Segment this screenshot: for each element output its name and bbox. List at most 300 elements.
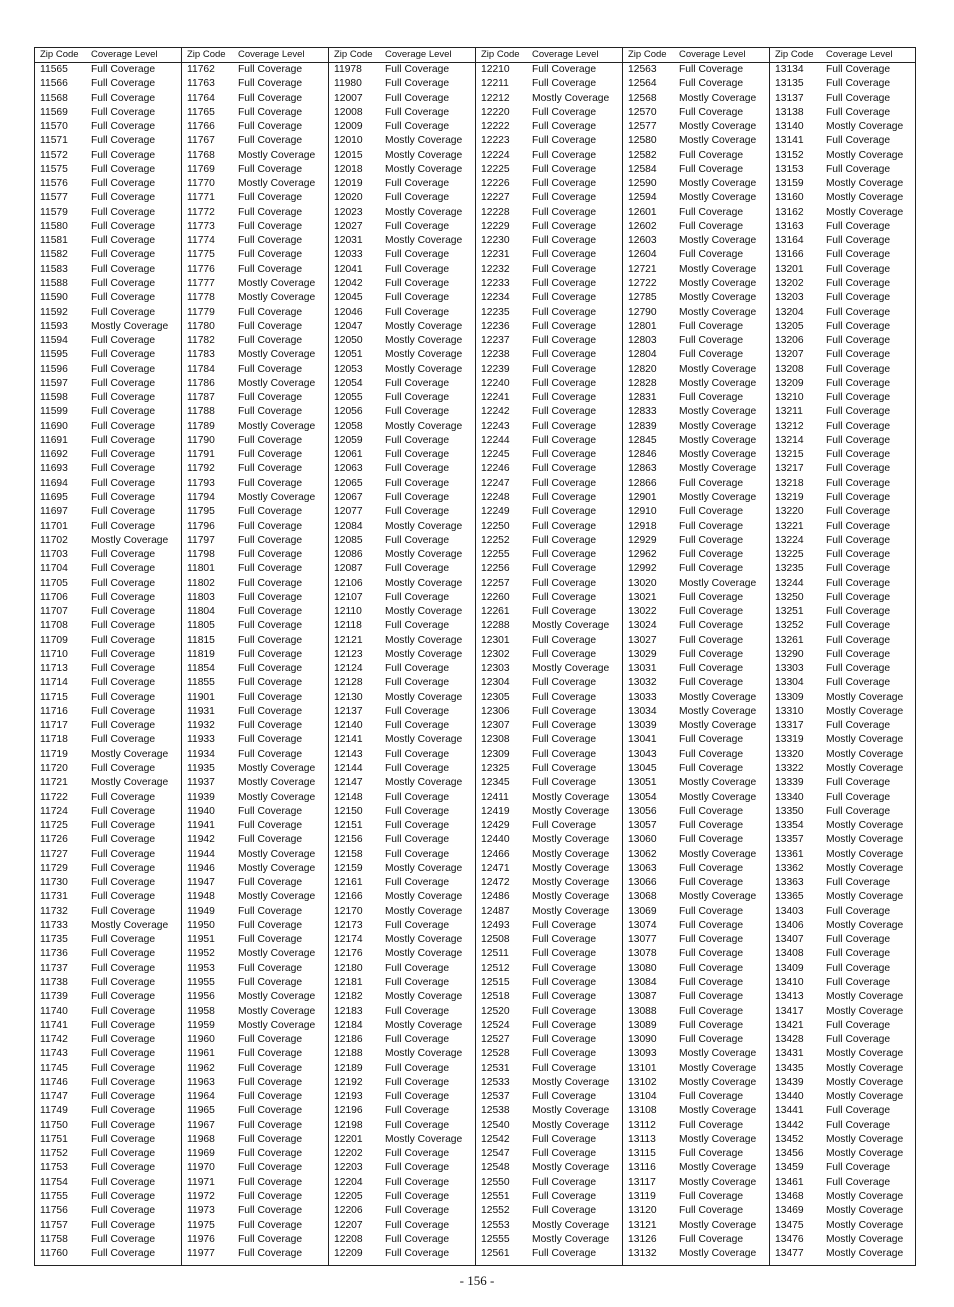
table-row <box>770 562 915 576</box>
zip-code-cell: 12137 <box>334 705 363 717</box>
coverage-level-cell: Full Coverage <box>532 1005 597 1017</box>
table-row <box>329 719 475 733</box>
table-row <box>770 805 915 819</box>
coverage-table-column <box>475 47 622 1266</box>
zip-code-cell: 13219 <box>775 491 804 503</box>
table-row <box>35 377 181 391</box>
table-row <box>329 890 475 904</box>
table-row <box>329 1005 475 1019</box>
zip-code-cell: 12198 <box>334 1119 363 1131</box>
zip-code-cell: 11815 <box>187 634 215 646</box>
coverage-level-cell: Full Coverage <box>679 149 744 161</box>
table-row <box>182 776 328 790</box>
coverage-level-cell: Mostly Coverage <box>385 691 463 703</box>
table-row <box>329 462 475 476</box>
table-row <box>770 63 915 77</box>
zip-code-cell: 13120 <box>628 1205 657 1217</box>
zip-code-cell: 13235 <box>775 563 804 575</box>
table-row <box>182 733 328 747</box>
table-row <box>35 791 181 805</box>
table-row <box>35 919 181 933</box>
zip-code-cell: 12257 <box>481 577 510 589</box>
coverage-level-cell: Full Coverage <box>826 249 891 261</box>
coverage-level-cell: Mostly Coverage <box>679 891 757 903</box>
table-row <box>35 1062 181 1076</box>
zip-code-cell: 13022 <box>628 606 657 618</box>
table-row <box>35 1176 181 1190</box>
zip-code-cell: 11579 <box>40 206 68 218</box>
zip-code-cell: 11751 <box>40 1133 68 1145</box>
table-row <box>35 163 181 177</box>
coverage-level-cell: Full Coverage <box>532 320 597 332</box>
table-row <box>182 320 328 334</box>
table-row <box>329 1019 475 1033</box>
zip-code-cell: 13220 <box>775 506 804 518</box>
zip-code-cell: 11565 <box>40 64 68 75</box>
table-row <box>623 191 769 205</box>
table-row <box>182 491 328 505</box>
zip-code-cell: 11596 <box>40 363 68 375</box>
table-row <box>623 1204 769 1218</box>
table-row <box>770 676 915 690</box>
coverage-level-cell: Mostly Coverage <box>679 292 757 304</box>
zip-code-cell: 13069 <box>628 905 657 917</box>
zip-code-cell: 11935 <box>187 763 215 775</box>
table-row <box>770 92 915 106</box>
coverage-level-cell: Mostly Coverage <box>679 263 757 275</box>
table-row <box>35 619 181 633</box>
table-row <box>770 762 915 776</box>
table-row <box>476 1219 622 1233</box>
table-row <box>182 648 328 662</box>
coverage-level-cell: Full Coverage <box>826 805 891 817</box>
zip-code-cell: 13303 <box>775 663 804 675</box>
coverage-level-cell: Full Coverage <box>679 1233 744 1245</box>
table-row <box>770 491 915 505</box>
coverage-level-cell: Full Coverage <box>238 78 303 90</box>
zip-code-cell: 11805 <box>187 620 215 632</box>
coverage-level-cell: Full Coverage <box>385 848 450 860</box>
zip-code-cell: 12845 <box>628 434 657 446</box>
zip-code-cell: 12524 <box>481 1019 510 1031</box>
zip-code-cell: 12429 <box>481 820 510 832</box>
zip-code-cell: 12564 <box>628 78 657 90</box>
zip-code-cell: 11691 <box>40 434 68 446</box>
coverage-level-cell: Mostly Coverage <box>826 820 904 832</box>
table-row <box>329 791 475 805</box>
zip-code-cell: 12009 <box>334 121 363 133</box>
zip-code-cell: 13039 <box>628 720 657 732</box>
coverage-level-cell: Full Coverage <box>91 663 156 675</box>
coverage-level-cell: Full Coverage <box>91 977 156 988</box>
zip-code-cell: 12910 <box>628 506 657 518</box>
zip-code-cell: 13214 <box>775 434 804 446</box>
zip-code-cell: 12235 <box>481 306 510 318</box>
coverage-level-cell: Mostly Coverage <box>238 791 316 803</box>
table-row <box>35 220 181 234</box>
coverage-level-cell: Full Coverage <box>91 406 156 418</box>
coverage-level-cell: Full Coverage <box>679 1019 744 1031</box>
zip-code-cell: 12528 <box>481 1048 510 1060</box>
table-row <box>329 976 475 990</box>
coverage-level-cell: Mostly Coverage <box>385 948 463 960</box>
zip-code-cell: 12303 <box>481 663 510 675</box>
coverage-level-cell: Full Coverage <box>679 1148 744 1160</box>
table-row <box>476 1176 622 1190</box>
coverage-level-cell: Full Coverage <box>532 734 597 746</box>
page-number: - 156 - <box>459 1273 495 1288</box>
coverage-level-cell: Full Coverage <box>91 848 156 860</box>
zip-code-cell: 12243 <box>481 420 510 432</box>
table-row <box>770 1033 915 1047</box>
coverage-level-cell: Full Coverage <box>679 862 744 874</box>
table-row <box>35 733 181 747</box>
zip-code-cell: 11707 <box>40 606 68 618</box>
coverage-level-cell: Full Coverage <box>91 1205 156 1217</box>
coverage-level-cell: Mostly Coverage <box>826 1076 904 1088</box>
coverage-level-cell: Full Coverage <box>385 506 450 518</box>
zip-code-cell: 13117 <box>628 1176 656 1188</box>
coverage-level-cell: Mostly Coverage <box>91 320 169 332</box>
zip-code-cell: 12224 <box>481 149 510 161</box>
coverage-level-cell: Full Coverage <box>532 977 597 988</box>
table-row <box>182 1076 328 1090</box>
coverage-level-cell: Full Coverage <box>91 1105 156 1117</box>
zip-code-cell: 13102 <box>628 1076 657 1088</box>
zip-code-cell: 11588 <box>40 277 68 289</box>
coverage-level-cell: Mostly Coverage <box>385 648 463 660</box>
coverage-level-cell: Full Coverage <box>238 977 303 988</box>
coverage-level-cell: Full Coverage <box>91 1133 156 1145</box>
coverage-level-cell: Full Coverage <box>532 64 597 75</box>
table-row <box>329 1247 475 1261</box>
coverage-level-cell: Full Coverage <box>532 934 597 946</box>
zip-code-cell: 12604 <box>628 249 657 261</box>
coverage-level-cell: Full Coverage <box>238 64 303 75</box>
zip-code-cell: 12159 <box>334 862 363 874</box>
table-row <box>35 577 181 591</box>
coverage-level-cell: Full Coverage <box>532 149 597 161</box>
zip-code-header: Zip Code <box>775 49 814 60</box>
coverage-level-cell: Full Coverage <box>532 477 597 489</box>
table-row <box>770 1062 915 1076</box>
zip-code-cell: 13090 <box>628 1034 657 1046</box>
zip-code-cell: 11975 <box>187 1219 215 1231</box>
table-row <box>476 1062 622 1076</box>
zip-code-cell: 13137 <box>775 92 804 104</box>
table-row <box>182 862 328 876</box>
table-row <box>329 505 475 519</box>
table-row <box>35 1233 181 1247</box>
zip-code-cell: 13051 <box>628 777 657 789</box>
zip-code-cell: 13210 <box>775 392 804 404</box>
coverage-level-cell: Mostly Coverage <box>532 92 610 104</box>
coverage-level-cell: Mostly Coverage <box>679 848 757 860</box>
zip-code-cell: 13132 <box>628 1248 657 1260</box>
table-row <box>182 962 328 976</box>
zip-code-cell: 12166 <box>334 891 363 903</box>
coverage-level-cell: Full Coverage <box>91 377 156 389</box>
coverage-level-cell: Full Coverage <box>238 705 303 717</box>
coverage-level-cell: Mostly Coverage <box>679 135 757 147</box>
coverage-level-cell: Full Coverage <box>532 277 597 289</box>
table-row <box>476 733 622 747</box>
table-row <box>329 391 475 405</box>
zip-code-cell: 11727 <box>40 848 68 860</box>
table-row <box>35 320 181 334</box>
table-row <box>623 77 769 91</box>
coverage-level-cell: Full Coverage <box>826 905 891 917</box>
coverage-level-cell: Full Coverage <box>385 591 450 603</box>
coverage-level-cell: Full Coverage <box>679 620 744 632</box>
table-row <box>770 919 915 933</box>
coverage-level-cell: Full Coverage <box>385 477 450 489</box>
zip-code-cell: 13045 <box>628 763 657 775</box>
zip-code-cell: 11701 <box>40 520 68 532</box>
table-row <box>476 562 622 576</box>
coverage-level-cell: Full Coverage <box>238 549 303 561</box>
zip-code-cell: 12228 <box>481 206 510 218</box>
table-row <box>35 248 181 262</box>
table-row <box>770 1219 915 1233</box>
coverage-level-header: Coverage Level <box>385 49 452 60</box>
table-row <box>623 1019 769 1033</box>
zip-code-cell: 12202 <box>334 1148 363 1160</box>
coverage-level-cell: Full Coverage <box>385 263 450 275</box>
table-row <box>476 1090 622 1104</box>
zip-code-cell: 12248 <box>481 491 510 503</box>
zip-code-cell: 12542 <box>481 1133 510 1145</box>
zip-code-cell: 12241 <box>481 392 510 404</box>
table-row <box>623 1090 769 1104</box>
table-row <box>329 577 475 591</box>
table-row <box>623 805 769 819</box>
zip-code-cell: 13417 <box>775 1005 804 1017</box>
coverage-level-cell: Mostly Coverage <box>679 277 757 289</box>
table-row <box>770 462 915 476</box>
table-row <box>476 748 622 762</box>
zip-code-cell: 12063 <box>334 463 363 475</box>
zip-code-cell: 12010 <box>334 135 363 147</box>
table-row <box>770 1019 915 1033</box>
zip-code-cell: 12031 <box>334 235 363 247</box>
coverage-level-cell: Mostly Coverage <box>532 1119 610 1131</box>
table-row <box>35 776 181 790</box>
table-row <box>329 1133 475 1147</box>
zip-code-cell: 13224 <box>775 534 804 546</box>
coverage-level-cell: Full Coverage <box>238 805 303 817</box>
coverage-level-cell: Full Coverage <box>532 420 597 432</box>
coverage-level-cell: Full Coverage <box>532 1205 597 1217</box>
zip-code-cell: 12232 <box>481 263 510 275</box>
table-row <box>35 562 181 576</box>
table-row <box>770 1119 915 1133</box>
coverage-level-cell: Full Coverage <box>532 677 597 689</box>
table-row <box>770 391 915 405</box>
zip-code-cell: 13041 <box>628 734 657 746</box>
coverage-level-cell: Full Coverage <box>91 121 156 133</box>
table-row <box>35 391 181 405</box>
table-row <box>623 448 769 462</box>
coverage-level-cell: Full Coverage <box>385 463 450 475</box>
zip-code-cell: 13159 <box>775 178 804 190</box>
coverage-level-cell: Full Coverage <box>385 720 450 732</box>
table-row <box>182 1161 328 1175</box>
table-row <box>770 348 915 362</box>
table-row <box>623 334 769 348</box>
zip-code-cell: 12245 <box>481 449 510 461</box>
zip-code-cell: 11693 <box>40 463 68 475</box>
zip-code-cell: 12128 <box>334 677 363 689</box>
coverage-tables <box>34 47 916 1266</box>
zip-code-cell: 12056 <box>334 406 363 418</box>
zip-code-cell: 11730 <box>40 877 68 889</box>
table-row <box>770 990 915 1004</box>
zip-code-cell: 12205 <box>334 1190 363 1202</box>
coverage-level-cell: Full Coverage <box>91 606 156 618</box>
zip-code-cell: 12204 <box>334 1176 363 1188</box>
zip-code-cell: 11934 <box>187 748 215 760</box>
table-row <box>35 1104 181 1118</box>
coverage-level-cell: Full Coverage <box>679 64 744 75</box>
zip-code-cell: 11708 <box>40 620 68 632</box>
coverage-level-cell: Full Coverage <box>238 434 303 446</box>
table-row <box>770 591 915 605</box>
coverage-level-cell: Mostly Coverage <box>532 1076 610 1088</box>
zip-code-cell: 11964 <box>187 1091 215 1103</box>
coverage-level-cell: Full Coverage <box>679 748 744 760</box>
table-row <box>329 177 475 191</box>
zip-code-cell: 12209 <box>334 1248 363 1260</box>
coverage-level-cell: Full Coverage <box>238 634 303 646</box>
coverage-level-cell: Full Coverage <box>532 1062 597 1074</box>
coverage-level-cell: Full Coverage <box>385 121 450 133</box>
coverage-level-cell: Full Coverage <box>238 1248 303 1260</box>
coverage-level-cell: Full Coverage <box>826 663 891 675</box>
coverage-level-cell: Full Coverage <box>385 106 450 118</box>
zip-code-cell: 12181 <box>334 977 363 988</box>
coverage-level-cell: Full Coverage <box>679 477 744 489</box>
coverage-level-cell: Full Coverage <box>385 763 450 775</box>
zip-code-cell: 12992 <box>628 563 657 575</box>
zip-code-cell: 11962 <box>187 1062 215 1074</box>
zip-code-cell: 13456 <box>775 1148 804 1160</box>
zip-code-cell: 12261 <box>481 606 510 618</box>
zip-code-cell: 11747 <box>40 1091 68 1103</box>
zip-code-cell: 11757 <box>40 1219 68 1231</box>
coverage-level-cell: Full Coverage <box>532 1019 597 1031</box>
coverage-level-cell: Full Coverage <box>826 406 891 418</box>
table-row <box>35 505 181 519</box>
coverage-level-cell: Full Coverage <box>826 306 891 318</box>
zip-code-cell: 11570 <box>40 121 68 133</box>
zip-code-cell: 11946 <box>187 862 215 874</box>
zip-code-cell: 11577 <box>40 192 68 204</box>
zip-code-cell: 12240 <box>481 377 510 389</box>
coverage-level-cell: Full Coverage <box>532 377 597 389</box>
zip-code-cell: 11968 <box>187 1133 215 1145</box>
table-row <box>476 534 622 548</box>
zip-code-cell: 13319 <box>775 734 804 746</box>
table-row <box>35 63 181 77</box>
zip-code-cell: 11952 <box>187 948 215 960</box>
table-row <box>182 676 328 690</box>
coverage-level-cell: Full Coverage <box>91 477 156 489</box>
zip-code-cell: 12722 <box>628 277 657 289</box>
coverage-level-cell: Full Coverage <box>532 135 597 147</box>
coverage-level-cell: Full Coverage <box>532 763 597 775</box>
zip-code-cell: 13339 <box>775 777 804 789</box>
table-row <box>623 676 769 690</box>
zip-code-cell: 13340 <box>775 791 804 803</box>
zip-code-cell: 12411 <box>481 791 509 803</box>
coverage-level-cell: Full Coverage <box>238 606 303 618</box>
table-row <box>182 306 328 320</box>
coverage-level-cell: Full Coverage <box>826 377 891 389</box>
zip-code-cell: 13116 <box>628 1162 656 1174</box>
zip-code-cell: 12790 <box>628 306 657 318</box>
zip-code-cell: 12087 <box>334 563 363 575</box>
table-row <box>35 1019 181 1033</box>
table-row <box>182 990 328 1004</box>
table-row <box>182 405 328 419</box>
table-row <box>476 377 622 391</box>
zip-code-cell: 11772 <box>187 206 215 218</box>
zip-code-cell: 11575 <box>40 163 68 175</box>
table-row <box>182 1062 328 1076</box>
table-row <box>476 405 622 419</box>
table-row <box>35 1204 181 1218</box>
coverage-level-cell: Mostly Coverage <box>679 420 757 432</box>
coverage-level-cell: Full Coverage <box>238 121 303 133</box>
zip-code-cell: 11721 <box>40 777 68 789</box>
zip-code-cell: 11778 <box>187 292 215 304</box>
coverage-level-cell: Full Coverage <box>826 163 891 175</box>
table-row <box>623 420 769 434</box>
zip-code-cell: 12086 <box>334 549 363 561</box>
zip-code-cell: 11736 <box>40 948 68 960</box>
zip-code-cell: 11777 <box>187 277 215 289</box>
coverage-level-cell: Mostly Coverage <box>679 577 757 589</box>
table-row <box>476 505 622 519</box>
table-row <box>623 833 769 847</box>
table-row <box>770 363 915 377</box>
coverage-level-cell: Full Coverage <box>826 777 891 789</box>
coverage-level-cell: Mostly Coverage <box>385 577 463 589</box>
coverage-level-cell: Mostly Coverage <box>679 1133 757 1145</box>
zip-code-cell: 13468 <box>775 1190 804 1202</box>
coverage-table-column <box>769 47 916 1266</box>
zip-code-cell: 13020 <box>628 577 657 589</box>
table-row <box>329 363 475 377</box>
table-row <box>623 862 769 876</box>
coverage-level-cell: Full Coverage <box>238 648 303 660</box>
table-row <box>770 848 915 862</box>
zip-code-cell: 12084 <box>334 520 363 532</box>
zip-code-cell: 13215 <box>775 449 804 461</box>
coverage-level-cell: Full Coverage <box>238 1091 303 1103</box>
zip-code-cell: 13152 <box>775 149 804 161</box>
coverage-level-cell: Full Coverage <box>826 1119 891 1131</box>
table-row <box>770 191 915 205</box>
zip-code-cell: 13365 <box>775 891 804 903</box>
zip-code-cell: 11770 <box>187 178 215 190</box>
coverage-level-cell: Mostly Coverage <box>679 491 757 503</box>
table-row <box>623 263 769 277</box>
table-row <box>770 1090 915 1104</box>
zip-code-cell: 12223 <box>481 135 510 147</box>
table-row <box>35 405 181 419</box>
